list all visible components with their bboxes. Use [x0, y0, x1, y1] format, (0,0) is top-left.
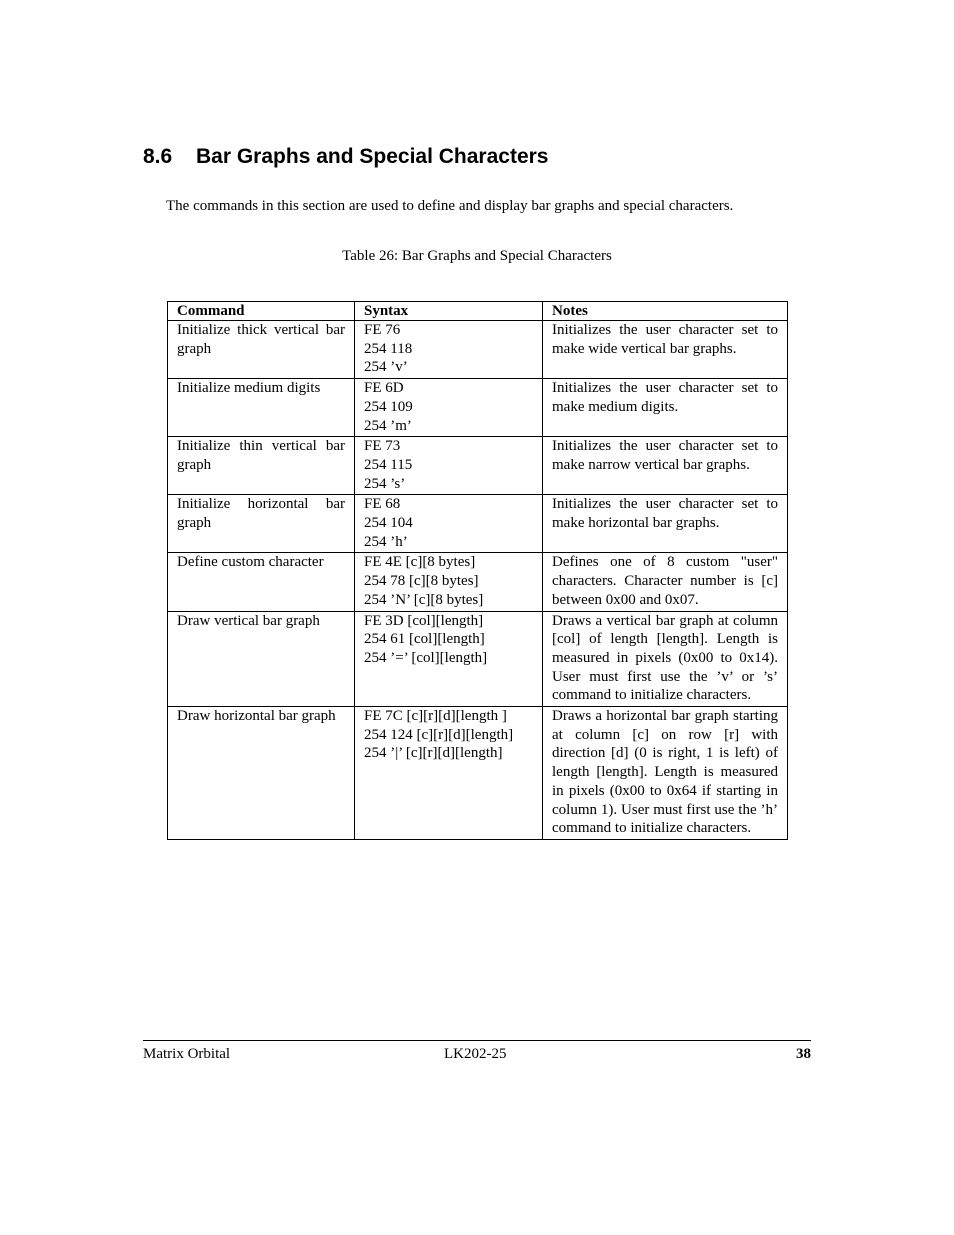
- header-syntax: Syntax: [355, 302, 543, 321]
- intro-paragraph: The commands in this section are used to define and display bar graphs and special characters.: [166, 198, 734, 214]
- footer-rule: [143, 1040, 811, 1041]
- syntax-ascii: 254 ’v’: [364, 359, 408, 376]
- syntax-ascii: 254 ’h’: [364, 533, 408, 550]
- command-cell: Initialize thin vertical bar graph: [168, 437, 355, 495]
- header-command: Command: [168, 302, 355, 321]
- notes-cell: Initializes the user character set to make horizontal bar graphs.: [543, 495, 788, 553]
- page-number: 38: [796, 1046, 811, 1062]
- command-cell: Draw vertical bar graph: [168, 611, 355, 707]
- command-cell: Draw horizontal bar graph: [168, 707, 355, 840]
- syntax-cell: [355, 495, 543, 553]
- syntax-hex: FE 68: [364, 496, 401, 513]
- section-title: Bar Graphs and Special Characters: [196, 145, 549, 168]
- table-row: [168, 707, 788, 840]
- commands-table: [167, 301, 788, 840]
- syntax-decimal: 254 109: [364, 398, 413, 415]
- syntax-cell: [355, 379, 543, 437]
- command-cell: Define custom character: [168, 553, 355, 611]
- syntax-decimal: 254 118: [364, 340, 413, 357]
- footer-model: LK202-25: [444, 1046, 507, 1062]
- syntax-hex: FE 7C [c][r][d][length ]: [364, 708, 507, 725]
- syntax-ascii: 254 ’s’: [364, 475, 406, 492]
- syntax-hex: FE 6D: [364, 380, 404, 397]
- table-row: [168, 321, 788, 379]
- table-row: [168, 437, 788, 495]
- syntax-cell: [355, 611, 543, 707]
- section-number: 8.6: [143, 145, 173, 168]
- command-cell: Initialize thick vertical bar graph: [168, 321, 355, 379]
- syntax-ascii: 254 ’|’ [c][r][d][length]: [364, 745, 503, 762]
- notes-cell: Draws a horizontal bar graph starting at column [c] on row [r] with direction [d] (0 is right, 1 is left) of length [length]. Length is measured in pixels (0x00 to 0x64 if starting in column 1). User must first use the ’h’ command to initialize characters.: [543, 707, 788, 840]
- footer-company: Matrix Orbital: [143, 1046, 231, 1062]
- syntax-ascii: 254 ’m’: [364, 417, 412, 434]
- command-cell: Initialize medium digits: [168, 379, 355, 437]
- table-row: [168, 495, 788, 553]
- syntax-cell: [355, 321, 543, 379]
- header-notes: Notes: [543, 302, 788, 321]
- table-row: [168, 379, 788, 437]
- syntax-hex: FE 4E [c][8 bytes]: [364, 554, 476, 571]
- notes-cell: Defines one of 8 custom "user" characters. Character number is [c] between 0x00 and 0x07.: [543, 553, 788, 611]
- notes-cell: Initializes the user character set to make medium digits.: [543, 379, 788, 437]
- syntax-decimal: 254 104: [364, 515, 413, 532]
- section-heading: [143, 143, 548, 171]
- table-row: [168, 553, 788, 611]
- syntax-cell: [355, 707, 543, 840]
- syntax-decimal: 254 78 [c][8 bytes]: [364, 573, 479, 590]
- syntax-hex: FE 76: [364, 322, 401, 338]
- notes-cell: Initializes the user character set to make wide vertical bar graphs.: [543, 321, 788, 379]
- syntax-cell: [355, 437, 543, 495]
- table-row: [168, 611, 788, 707]
- syntax-ascii: 254 ’=’ [col][length]: [364, 649, 488, 666]
- syntax-ascii: 254 ’N’ [c][8 bytes]: [364, 591, 484, 608]
- syntax-decimal: 254 61 [col][length]: [364, 631, 485, 648]
- notes-cell: Initializes the user character set to make narrow vertical bar graphs.: [543, 437, 788, 495]
- syntax-hex: FE 3D [col][length]: [364, 612, 484, 629]
- table-caption: Table 26: Bar Graphs and Special Characters: [342, 248, 612, 264]
- syntax-cell: [355, 553, 543, 611]
- syntax-decimal: 254 124 [c][r][d][length]: [364, 726, 514, 743]
- command-cell: Initialize horizontal bar graph: [168, 495, 355, 553]
- syntax-decimal: 254 115: [364, 456, 413, 473]
- notes-cell: Draws a vertical bar graph at column [col] of length [length]. Length is measured in pixels (0x00 to 0x14). User must first use the ’v’ or ’s’ command to initialize characters.: [543, 611, 788, 707]
- table-header-row: [168, 302, 788, 321]
- syntax-hex: FE 73: [364, 438, 401, 455]
